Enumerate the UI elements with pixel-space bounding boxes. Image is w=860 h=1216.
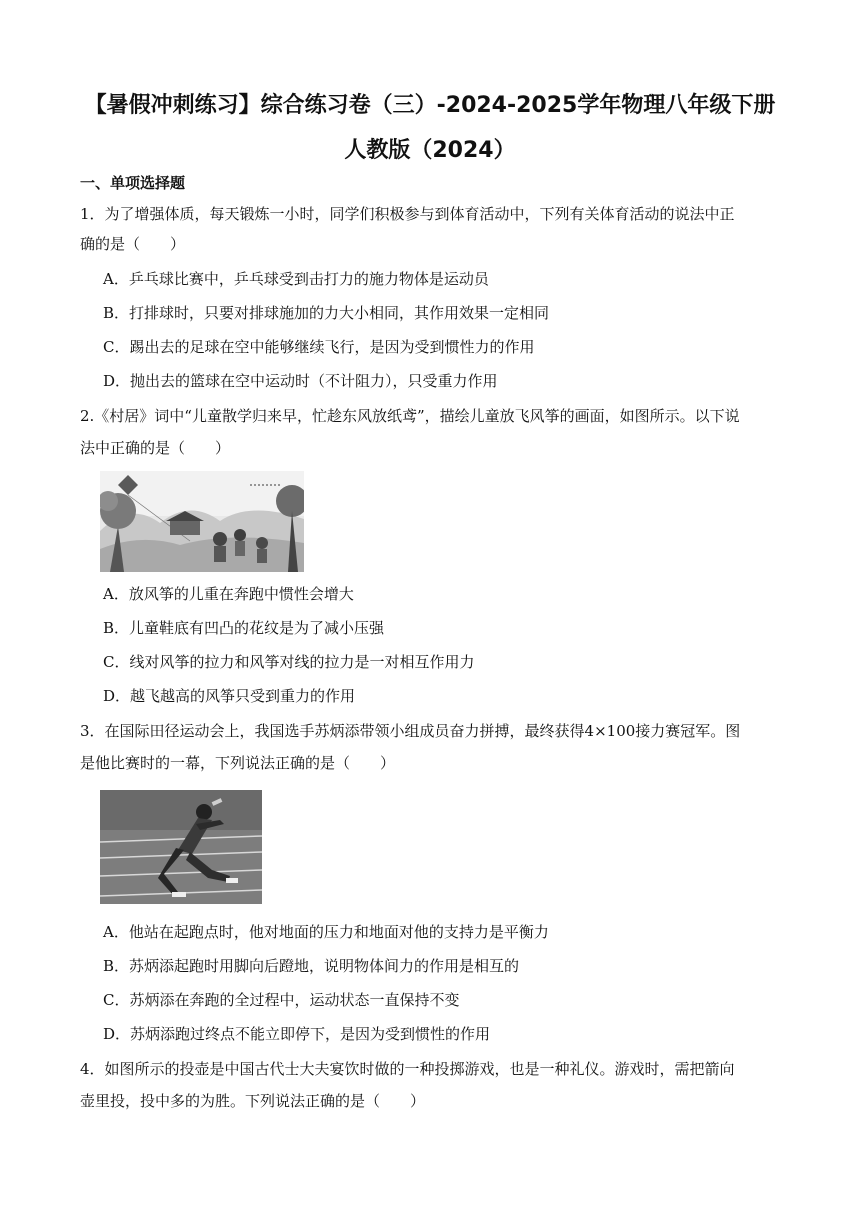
question-3-stem-line-1: 3．在国际田径运动会上，我国选手苏炳添带领小组成员奋力拼搏，最终获得4×100接力赛冠军。图 <box>80 722 741 740</box>
kite-flying-illustration <box>100 471 304 572</box>
question-1-option-c: C．踢出去的足球在空中能够继续飞行，是因为受到惯性力的作用 <box>103 338 535 356</box>
question-3-option-a: A．他站在起跑点时，他对地面的压力和地面对他的支持力是平衡力 <box>103 923 549 941</box>
document-title-line-2: 人教版（2024） <box>344 138 516 163</box>
question-2-option-d: D．越飞越高的风筝只受到重力的作用 <box>103 687 356 705</box>
question-3-option-c: C．苏炳添在奔跑的全过程中，运动状态一直保持不变 <box>103 991 460 1009</box>
question-3-option-d: D．苏炳添跑过终点不能立即停下，是因为受到惯性的作用 <box>103 1025 491 1043</box>
question-2-stem-line-2: 法中正确的是（ ） <box>80 439 231 457</box>
question-4-stem-line-2: 壶里投，投中多的为胜。下列说法正确的是（ ） <box>80 1092 426 1110</box>
question-1-stem-line-2: 确的是（ ） <box>80 235 186 253</box>
question-3-option-b: B．苏炳添起跑时用脚向后蹬地，说明物体间力的作用是相互的 <box>103 957 520 975</box>
document-title-line-1: 【暑假冲刺练习】综合练习卷（三）-2024-2025学年物理八年级下册 <box>84 93 776 118</box>
question-1-option-d: D．抛出去的篮球在空中运动时（不计阻力），只受重力作用 <box>103 372 498 390</box>
question-1-stem-line-1: 1．为了增强体质，每天锻炼一小时，同学们积极参与到体育活动中，下列有关体育活动的说法中正 <box>80 205 735 223</box>
question-1-option-b: B．打排球时，只要对排球施加的力大小相同，其作用效果一定相同 <box>103 304 550 322</box>
question-3-stem-line-2: 是他比赛时的一幕，下列说法正确的是（ ） <box>80 754 396 772</box>
question-2-option-b: B．儿童鞋底有凹凸的花纹是为了减小压强 <box>103 619 385 637</box>
question-2-stem-line-1: 2.《村居》词中“儿童散学归来早，忙趁东风放纸鸢”，描绘儿童放飞风筝的画面，如图所示。以下说 <box>80 407 740 425</box>
question-1-option-a: A．乒乓球比赛中，乒乓球受到击打力的施力物体是运动员 <box>103 270 489 288</box>
section-heading: 一、单项选择题 <box>80 174 186 192</box>
sprinter-photo <box>100 790 262 904</box>
question-4-stem-line-1: 4．如图所示的投壶是中国古代士大夫宴饮时做的一种投掷游戏，也是一种礼仪。游戏时，需把箭向 <box>80 1060 735 1078</box>
question-2-option-a: A．放风筝的儿重在奔跑中惯性会增大 <box>103 585 354 603</box>
question-2-option-c: C．线对风筝的拉力和风筝对线的拉力是一对相互作用力 <box>103 653 475 671</box>
